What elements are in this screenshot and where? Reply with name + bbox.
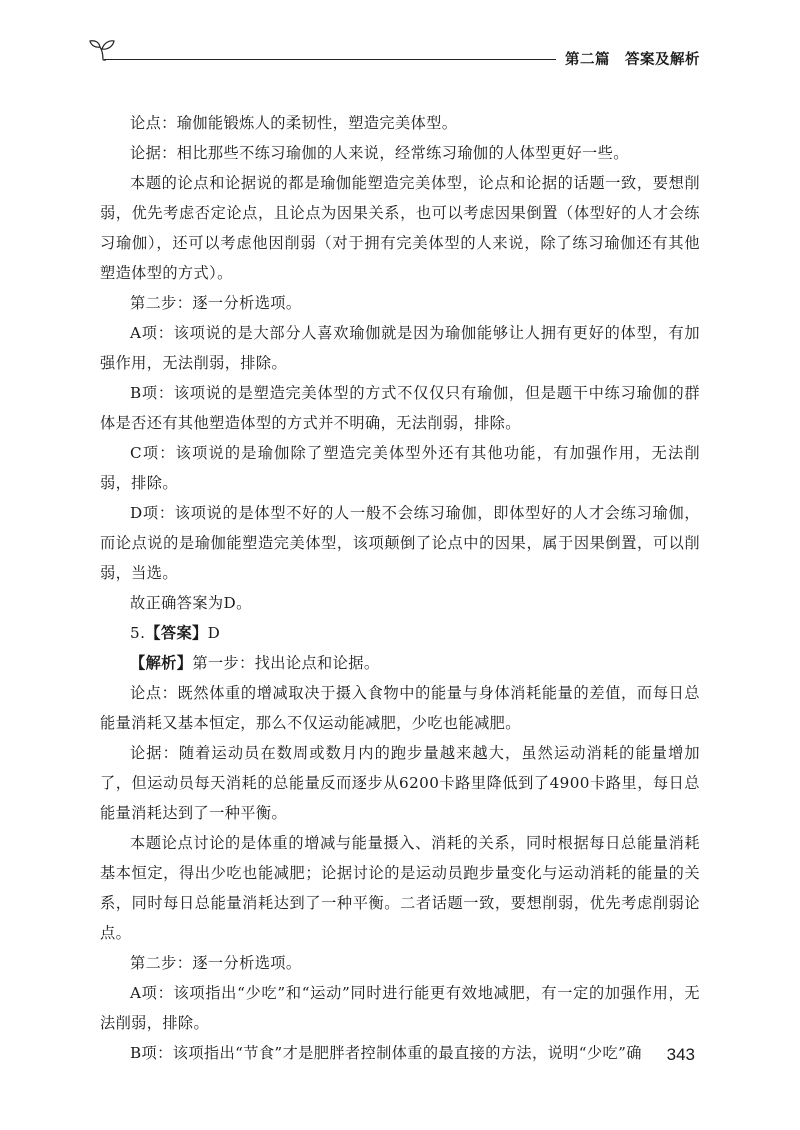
paragraph: C项：该项说的是瑜伽除了塑造完美体型外还有其他功能，有加强作用，无法削弱，排除。	[100, 444, 700, 492]
paragraph: 本题论点讨论的是体重的增减与能量摄入、消耗的关系，同时根据每日总能量消耗基本恒定，得出少吃也能减肥；论据讨论的是运动员跑步量变化与运动消耗的能量的关系，同时每日总能量消耗达到了一种平衡。二者话题一致，要想削弱，优先考虑削弱论点。	[100, 834, 700, 942]
analysis-text: 第一步：找出论点和论据。	[192, 654, 380, 672]
section-title: 第二篇 答案及解析	[565, 52, 700, 68]
paragraph: 论点：瑜伽能锻炼人的柔韧性，塑造完美体型。	[130, 114, 458, 132]
question-number: 5.	[130, 624, 146, 642]
analysis-line	[100, 648, 700, 678]
sprout-leaf-icon	[86, 36, 120, 66]
paragraph: B项：该项指出“节食”才是肥胖者控制体重的最直接的方法，说明“少吃”确	[130, 1044, 642, 1062]
paragraph: 论据：随着运动员在数周或数月内的跑步量越来越大，虽然运动消耗的能量增加了，但运动员每天消耗的总能量反而逐步从6200卡路里降低到了4900卡路里，每日总能量消耗达到了一种平衡。	[100, 744, 700, 822]
answer-value: D	[207, 624, 221, 642]
paragraph: 第二步：逐一分析选项。	[130, 294, 302, 312]
header-rule	[104, 59, 556, 60]
analysis-label: 【解析】	[130, 654, 193, 672]
paragraph: 论点：既然体重的增减取决于摄入食物中的能量与身体消耗能量的差值，而每日总能量消耗又基本恒定，那么不仅运动能减肥，少吃也能减肥。	[100, 684, 700, 732]
page-number: 343	[666, 1045, 695, 1064]
page-body	[100, 108, 700, 1068]
paragraph: A项：该项指出“少吃”和“运动”同时进行能更有效地减肥，有一定的加强作用，无法削弱，排除。	[100, 984, 700, 1032]
answer-line	[100, 618, 700, 648]
answer-label: 【答案】	[145, 624, 208, 642]
page-header	[86, 36, 700, 76]
paragraph: A项：该项说的是大部分人喜欢瑜伽就是因为瑜伽能够让人拥有更好的体型，有加强作用，无法削弱，排除。	[100, 324, 700, 372]
paragraph: 故正确答案为D。	[130, 594, 252, 612]
paragraph: 本题的论点和论据说的都是瑜伽能塑造完美体型，论点和论据的话题一致，要想削弱，优先考虑否定论点，且论点为因果关系，也可以考虑因果倒置（体型好的人才会练习瑜伽），还可以考虑他因削弱（对于拥有完美体型的人来说，除了练习瑜伽还有其他塑造体型的方式）。	[100, 174, 700, 282]
paragraph: 论据：相比那些不练习瑜伽的人来说，经常练习瑜伽的人体型更好一些。	[130, 144, 629, 162]
paragraph: 第二步：逐一分析选项。	[130, 954, 302, 972]
paragraph: D项：该项说的是体型不好的人一般不会练习瑜伽，即体型好的人才会练习瑜伽，而论点说的是瑜伽能塑造完美体型，该项颠倒了论点中的因果，属于因果倒置，可以削弱，当选。	[100, 504, 700, 582]
paragraph: B项：该项说的是塑造完美体型的方式不仅仅只有瑜伽，但是题干中练习瑜伽的群体是否还有其他塑造体型的方式并不明确，无法削弱，排除。	[100, 384, 700, 432]
